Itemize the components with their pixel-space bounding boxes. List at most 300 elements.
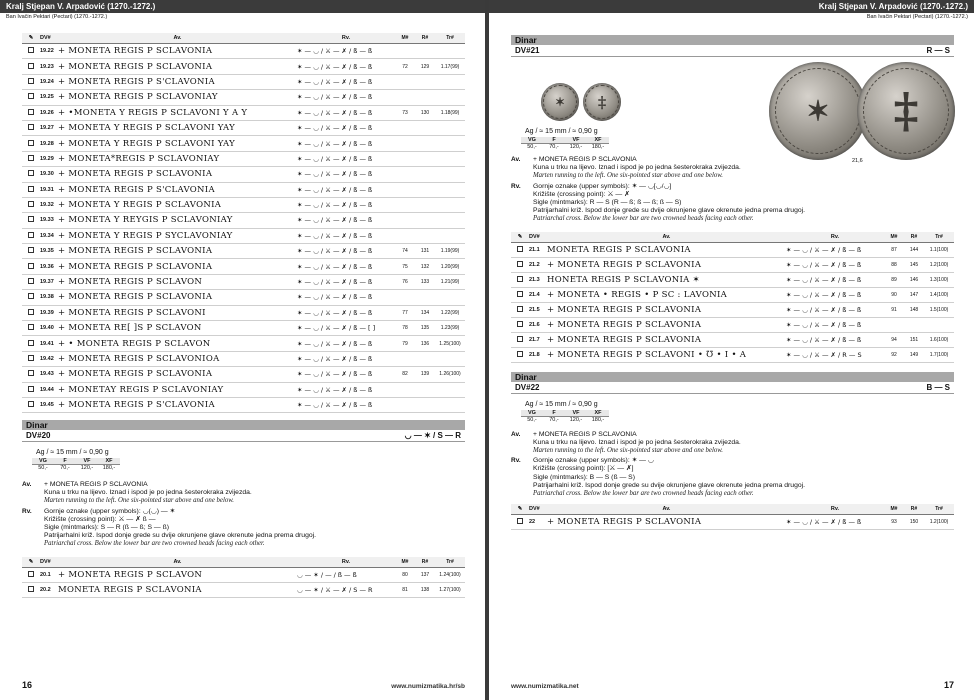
row-r-ref: 146 (909, 276, 919, 283)
row-dv: 20.2 (40, 586, 51, 593)
row-obverse-legend: + MONETA REGIS P S'CLAVONIA (58, 76, 215, 87)
row-r-ref: 132 (420, 263, 430, 270)
col-r: R# (421, 558, 429, 565)
rv-key: Rv. (511, 182, 521, 190)
dv20-section (22, 420, 465, 598)
row-dv: 21.2 (529, 261, 540, 268)
row-dv: 19.39 (40, 309, 54, 316)
collection-checkbox[interactable] (28, 571, 34, 577)
col-r: R# (910, 506, 918, 513)
row-reverse-marks: ✶ — ◡ / ⚔ — ✗ / ß — ß (297, 154, 373, 163)
row-reverse-marks: ✶ — ◡ / ⚔ — ✗ / ß — ß (786, 260, 862, 269)
row-obverse-legend: + MONETA REGIS P SCLAVONI • ℧ • I • A (547, 349, 747, 360)
rv-upper: Gornje oznake (upper symbols): ◡(◡) — ✶ (44, 507, 176, 515)
row-obverse-legend: + MONETA REGIS P SCLAVONIA (58, 261, 213, 272)
collection-checkbox[interactable] (28, 586, 34, 592)
col-m: M# (890, 506, 898, 513)
row-dv: 19.34 (40, 232, 54, 239)
price: 70,- (60, 465, 70, 471)
rv-hr: Patrijarhalni križ. Ispod donje grede su dvije okrunjene glave okrenute jedna prema drugoj. (44, 532, 317, 540)
collection-checkbox[interactable] (28, 324, 34, 330)
row-dv: 19.43 (40, 371, 54, 378)
coin-reverse-large-image: ‡ (857, 62, 955, 160)
row-reverse-marks: ✶ — ◡ / ⚔ — ✗ / ß — [ ] (297, 324, 376, 333)
rv-crossing: Križište (crossing point): ⚔ — ✗ (533, 190, 630, 198)
row-reverse-marks: ✶ — ◡ / ⚔ — ✗ / ß — ß (297, 385, 373, 394)
row-obverse-legend: + MONETA RE[ ]S P SCLAVON (58, 323, 202, 334)
row-r-ref: 137 (420, 571, 430, 578)
price-grades (32, 458, 120, 471)
checkbox-cell (511, 246, 529, 254)
row-dv: 21.6 (529, 321, 540, 328)
row-tr-ref: 1.7(100) (929, 351, 949, 358)
row-m-ref: 73 (402, 109, 408, 116)
col-av: Av. (662, 233, 671, 240)
rv-upper: Gornje oznake (upper symbols): ✶ — ◡ (533, 457, 654, 465)
checkbox-cell (22, 124, 40, 132)
row-tr-ref: 1.24(100) (439, 571, 461, 578)
row-obverse-legend: + MONETA*REGIS P SCLAVONIAY (58, 153, 220, 164)
col-tr: Tr# (935, 233, 943, 240)
row-m-ref: 78 (402, 325, 408, 332)
checkbox-cell (22, 293, 40, 301)
collection-checkbox[interactable] (517, 261, 523, 267)
metal-size-weight: Ag / ≈ 15 mm / ≈ 0,90 g (525, 400, 598, 408)
row-dv: 19.38 (40, 294, 54, 301)
row-dv: 19.42 (40, 356, 54, 362)
collection-checkbox[interactable] (28, 263, 34, 269)
row-m-ref: 79 (402, 340, 408, 347)
col-r: R# (421, 35, 429, 41)
checkbox-cell (22, 278, 40, 286)
header-title: Kralj Stjepan V. Arpadović (1270.-1272.) (6, 2, 156, 11)
row-dv: 22 (529, 519, 536, 526)
row-obverse-legend: + MONETA REGIS P SCLAVONIA (58, 292, 213, 303)
row-m-ref: 89 (891, 276, 897, 283)
collection-checkbox[interactable] (517, 336, 523, 342)
reverse-desc (511, 183, 954, 224)
col-rv: Rv. (341, 558, 351, 565)
table-row (22, 321, 465, 336)
row-r-ref: 133 (420, 279, 430, 286)
collection-checkbox[interactable] (28, 63, 34, 69)
table-row (22, 213, 465, 228)
checkbox-cell (22, 263, 40, 271)
row-tr-ref: 1.22(99) (440, 309, 460, 316)
grade: XF (98, 458, 120, 465)
row-dv: 19.37 (40, 279, 54, 286)
collection-checkbox[interactable] (517, 291, 523, 297)
rv-upper: Gornje oznake (upper symbols): ✶ — ◡[◡/◡] (533, 182, 672, 190)
grade: F (54, 458, 76, 465)
checkbox-cell (22, 63, 40, 71)
row-dv: 21.8 (529, 351, 540, 358)
collection-checkbox[interactable] (28, 355, 34, 361)
price-grades (521, 137, 609, 150)
checkbox-cell (22, 340, 40, 348)
table-row (511, 318, 954, 333)
metal-size-weight: Ag / ≈ 15 mm / ≈ 0,90 g (36, 449, 109, 456)
table-row (22, 152, 465, 167)
row-dv: 19.32 (40, 202, 54, 209)
reverse-desc (511, 457, 954, 498)
checkbox-cell (22, 586, 40, 594)
row-reverse-marks: ✶ — ◡ / ⚔ — ✗ / ß — ß (297, 47, 373, 56)
dv21-section (511, 35, 954, 57)
collection-checkbox[interactable] (28, 293, 34, 299)
av-key: Av. (22, 481, 32, 488)
row-reverse-marks: ✶ — ◡ / ⚔ — ✗ / ß — ß (297, 278, 373, 287)
price: 70,- (549, 144, 559, 150)
table-row (22, 244, 465, 259)
row-reverse-marks: ✶ — ◡ / ⚔ — ✗ / ß — ß (297, 339, 373, 348)
checkbox-cell (22, 186, 40, 194)
collection-checkbox[interactable] (28, 401, 34, 407)
row-obverse-legend: + MONETA REGIS P SCLAVONIA (547, 259, 702, 270)
row-dv: 19.36 (40, 263, 54, 270)
row-tr-ref: 1.23(99) (440, 325, 460, 332)
av-hr: Kuna u trku na lijevo. Iznad i ispod je po jedna šesterokraka zvijezda. (533, 438, 741, 446)
row-r-ref: 138 (420, 586, 430, 593)
row-m-ref: 87 (891, 246, 897, 253)
row-reverse-marks: ✶ — ◡ / ⚔ — ✗ / ß — ß (297, 62, 373, 71)
row-reverse-marks: ✶ — ◡ / ⚔ — ✗ / ß — ß (297, 93, 373, 102)
row-tr-ref: 1.2(100) (929, 261, 949, 268)
grade: F (543, 410, 565, 417)
row-r-ref: 151 (909, 336, 919, 343)
row-obverse-legend: HONETA REGIS P SCLAVONIA ✶ (547, 274, 700, 285)
row-r-ref: 136 (420, 340, 430, 347)
checkbox-cell (22, 216, 40, 224)
collection-checkbox[interactable] (28, 93, 34, 99)
table-row (511, 288, 954, 303)
check-column-icon: ✎ (517, 233, 523, 240)
header-subtitle: Ban Ivačin Pektari (Pectari) (1270.-1272.) (6, 14, 108, 20)
col-tr: Tr# (446, 35, 454, 41)
checkbox-cell (511, 306, 529, 314)
row-m-ref: 72 (402, 63, 408, 70)
row-obverse-legend: + MONETA Y REYGIS P SCLAVONIAY (58, 215, 233, 226)
collection-checkbox[interactable] (28, 170, 34, 176)
dv-title: DV#20 (26, 431, 51, 440)
av-en: Marten running to the left. One six-pointed star above and one below. (533, 172, 723, 180)
row-reverse-marks: ✶ — ◡ / ⚔ — ✗ / ß — ß (297, 216, 373, 225)
row-r-ref: 144 (909, 246, 919, 253)
table-row (511, 333, 954, 348)
checkbox-cell (22, 324, 40, 332)
page-footer (22, 680, 465, 690)
checkbox-cell (22, 401, 40, 409)
collection-checkbox[interactable] (517, 246, 523, 252)
collection-checkbox[interactable] (28, 216, 34, 222)
collection-checkbox[interactable] (517, 321, 523, 327)
row-reverse-marks: ✶ — ◡ / ⚔ — ✗ / R — S (786, 350, 862, 359)
row-m-ref: 88 (891, 261, 897, 268)
table-row (22, 106, 465, 121)
obverse-desc (22, 481, 465, 506)
collection-checkbox[interactable] (28, 47, 34, 53)
row-reverse-marks: ✶ — ◡ / ⚔ — ✗ / ß — ß (297, 401, 373, 410)
checkbox-cell (511, 261, 529, 269)
table-row (22, 275, 465, 290)
av-hr: Kuna u trku na lijevo. Iznad i ispod je po jedna šesterokraka zvijezda. (44, 489, 252, 497)
row-obverse-legend: + MONETAY REGIS P SCLAVONIAY (58, 384, 224, 395)
collection-checkbox[interactable] (28, 232, 34, 238)
table-row (22, 398, 465, 413)
row-obverse-legend: + MONETA REGIS P SCLAVON (58, 569, 203, 580)
obverse-desc (511, 431, 954, 456)
collection-checkbox[interactable] (28, 309, 34, 315)
row-reverse-marks: ✶ — ◡ / ⚔ — ✗ / ß — ß (786, 518, 862, 527)
table-row (22, 44, 465, 59)
rv-en: Patriarchal cross. Below the lower bar are two crowned heads facing each other. (44, 540, 265, 548)
table-row (511, 273, 954, 288)
row-m-ref: 93 (891, 519, 897, 526)
checkbox-cell (22, 571, 40, 579)
table-row (511, 348, 954, 363)
grade: VG (521, 137, 543, 144)
checkbox-cell (511, 351, 529, 359)
price: 180,- (591, 144, 605, 150)
row-tr-ref: 1.19(99) (440, 248, 460, 255)
row-dv: 19.26 (40, 109, 54, 116)
col-tr: Tr# (446, 558, 454, 565)
col-dv: DV# (40, 35, 51, 41)
row-obverse-legend: + MONETA REGIS P SCLAVONIA (58, 369, 213, 380)
rv-key: Rv. (511, 457, 521, 465)
row-obverse-legend: + MONETA REGIS P SCLAVONIA (58, 61, 213, 72)
row-m-ref: 77 (402, 309, 408, 316)
table-row (511, 515, 954, 530)
checkbox-cell (511, 336, 529, 344)
row-dv: 21.4 (529, 291, 540, 298)
av-legend: + MONETA REGIS P SCLAVONIA (533, 156, 637, 163)
check-column-icon: ✎ (28, 35, 34, 41)
table-row (22, 59, 465, 74)
page-header (0, 0, 485, 13)
checkbox-cell (511, 518, 529, 526)
collection-checkbox[interactable] (28, 124, 34, 130)
row-reverse-marks: ✶ — ◡ / ⚔ — ✗ / ß — ß (297, 370, 373, 379)
dv21-details (511, 128, 954, 530)
row-reverse-marks: ✶ — ◡ / ⚔ — ✗ / ß — ß (297, 108, 373, 117)
row-reverse-marks: ✶ — ◡ / ⚔ — ✗ / ß — ß (297, 308, 373, 317)
row-dv: 19.27 (40, 125, 54, 132)
collection-checkbox[interactable] (28, 155, 34, 161)
row-obverse-legend: MONETA REGIS P SCLAVONIA (547, 244, 691, 255)
dv-marks: R — S (926, 46, 950, 55)
grade: XF (587, 137, 609, 144)
table-row (22, 229, 465, 244)
row-r-ref: 145 (909, 261, 919, 268)
row-obverse-legend: + • MONETA REGIS P SCLAVON (58, 338, 211, 349)
collection-checkbox[interactable] (28, 278, 34, 284)
row-dv: 21.5 (529, 306, 540, 313)
checkbox-cell (22, 386, 40, 394)
rv-key: Rv. (22, 507, 32, 515)
checkbox-cell (511, 321, 529, 329)
page-number: 17 (943, 680, 954, 690)
row-dv: 19.29 (40, 155, 54, 162)
rv-mintmarks: Sigle (mintmarks): S — R (ß — ß; S — ß) (44, 524, 169, 532)
collection-checkbox[interactable] (28, 340, 34, 346)
row-tr-ref: 1.1(100) (929, 246, 949, 253)
row-dv: 19.22 (40, 48, 54, 55)
checkbox-cell (22, 109, 40, 117)
row-obverse-legend: + MONETA REGIS P SCLAVONIA (547, 304, 702, 315)
dv-title-row (511, 382, 954, 394)
checkbox-cell (22, 170, 40, 178)
row-reverse-marks: ✶ — ◡ / ⚔ — ✗ / ß — ß (786, 335, 862, 344)
row-r-ref: 129 (420, 63, 430, 70)
row-obverse-legend: + MONETA REGIS P SCLAVONIA (58, 169, 213, 180)
table-row (22, 568, 465, 583)
av-hr: Kuna u trku na lijevo. Iznad i ispod je po jedna šesterokraka zvijezda. (533, 164, 741, 172)
row-obverse-legend: + MONETA Y REGIS P SCLAVONI YAY (58, 123, 235, 134)
table-row (22, 306, 465, 321)
collection-checkbox[interactable] (517, 276, 523, 282)
row-reverse-marks: ✶ — ◡ / ⚔ — ✗ / ß — ß (297, 247, 373, 256)
collection-checkbox[interactable] (28, 386, 34, 392)
col-m: M# (890, 233, 898, 240)
checkbox-cell (22, 232, 40, 240)
row-m-ref: 92 (891, 351, 897, 358)
row-obverse-legend: + MONETA REGIS P SCLAVONIAY (58, 92, 218, 103)
checkbox-cell (511, 291, 529, 299)
rv-en: Patriarchal cross. Below the lower bar are two crowned heads facing each other. (533, 215, 754, 223)
table-row (22, 383, 465, 398)
table-header (511, 232, 954, 243)
col-av: Av. (662, 506, 671, 513)
table-row (22, 75, 465, 90)
coin-obverse-small-image: ✶ (541, 83, 579, 121)
row-dv: 21.1 (529, 246, 540, 253)
row-reverse-marks: ◡ — ✶ / ⚔ — ✗ / S — R (297, 585, 373, 594)
collection-checkbox[interactable] (28, 78, 34, 84)
row-dv: 19.25 (40, 94, 54, 101)
left-page (0, 0, 485, 700)
rv-hr: Patrijarhalni križ. Ispod donje grede su dvije okrunjene glave okrenute jedna prema drugoj. (533, 481, 806, 489)
row-tr-ref: 1.18(99) (440, 109, 460, 116)
table-row (22, 583, 465, 598)
row-m-ref: 94 (891, 336, 897, 343)
dv22-section (511, 372, 954, 531)
checkbox-cell (22, 140, 40, 148)
table-row (22, 167, 465, 182)
checkbox-cell (22, 309, 40, 317)
collection-checkbox[interactable] (28, 201, 34, 207)
row-obverse-legend: + MONETA Y REGIS P SCLAVONIA (58, 200, 222, 211)
price-grades (521, 410, 609, 423)
dv-marks: ◡ — ✶ / S — R (404, 431, 461, 440)
coin-obverse-large-image: ✶ (769, 62, 867, 160)
page-footer (511, 680, 954, 690)
price: 180,- (102, 465, 116, 471)
row-obverse-legend: + MONETA Y REGIS P SCLAVONI YAY (58, 138, 235, 149)
row-m-ref: 81 (402, 586, 408, 593)
row-reverse-marks: ✶ — ◡ / ⚔ — ✗ / ß — ß (297, 170, 373, 179)
checkbox-cell (511, 276, 529, 284)
price: 120,- (569, 416, 583, 423)
footer-url[interactable]: www.numizmatika.net (511, 683, 579, 690)
row-dv: 19.41 (40, 340, 54, 347)
collection-checkbox[interactable] (28, 370, 34, 376)
row-obverse-legend: + MONETA • REGIS • P SC : LAVONIA (547, 289, 728, 300)
checkbox-cell (22, 355, 40, 363)
collection-checkbox[interactable] (28, 247, 34, 253)
av-en: Marten running to the left. One six-pointed star above and one below. (44, 497, 234, 505)
collection-checkbox[interactable] (517, 306, 523, 312)
row-m-ref: 91 (891, 306, 897, 313)
row-obverse-legend: + MONETA REGIS P SCLAVONIA (58, 246, 213, 257)
row-reverse-marks: ✶ — ◡ / ⚔ — ✗ / ß — ß (786, 320, 862, 329)
row-reverse-marks: ✶ — ◡ / ⚔ — ✗ / ß — ß (297, 77, 373, 86)
checkbox-cell (22, 247, 40, 255)
row-obverse-legend: + MONETA REGIS P SCLAVONIA (58, 46, 213, 57)
footer-url[interactable]: www.numizmatika.hr/sb (391, 683, 465, 690)
row-reverse-marks: ✶ — ◡ / ⚔ — ✗ / ß — ß (297, 185, 373, 194)
page-header (489, 0, 974, 13)
table-header (511, 504, 954, 515)
av-key: Av. (511, 430, 521, 438)
row-obverse-legend: + MONETA REGIS P SCLAVONIA (547, 517, 702, 528)
col-r: R# (910, 233, 918, 240)
rv-en: Patriarchal cross. Below the lower bar are two crowned heads facing each other. (533, 490, 754, 498)
row-reverse-marks: ✶ — ◡ / ⚔ — ✗ / ß — ß (786, 275, 862, 284)
row-dv: 19.28 (40, 140, 54, 147)
reverse-desc (22, 508, 465, 549)
row-m-ref: 80 (402, 571, 408, 578)
checkbox-cell (22, 201, 40, 209)
collection-checkbox[interactable] (28, 140, 34, 146)
row-reverse-marks: ✶ — ◡ / ⚔ — ✗ / ß — ß (297, 139, 373, 148)
row-reverse-marks: ◡ — ✶ / — / ß — ß (297, 570, 357, 579)
row-tr-ref: 1.3(100) (929, 276, 949, 283)
section-title: Dinar (511, 35, 954, 45)
row-r-ref: 135 (420, 325, 430, 332)
row-m-ref: 90 (891, 291, 897, 298)
col-dv: DV# (529, 233, 540, 240)
header-title: Kralj Stjepan V. Arpadović (1270.-1272.) (818, 2, 968, 11)
table-row (22, 259, 465, 274)
row-tr-ref: 1.26(100) (439, 371, 461, 378)
table-row (22, 90, 465, 105)
checkbox-cell (22, 47, 40, 55)
row-reverse-marks: ✶ — ◡ / ⚔ — ✗ / ß — ß (297, 293, 373, 302)
checkbox-cell (22, 78, 40, 86)
row-r-ref: 131 (420, 248, 430, 255)
grade: XF (587, 410, 609, 417)
row-dv: 19.44 (40, 386, 54, 393)
av-legend: + MONETA REGIS P SCLAVONIA (44, 481, 148, 488)
row-r-ref: 147 (909, 291, 919, 298)
section-title: Dinar (22, 420, 465, 430)
row-reverse-marks: ✶ — ◡ / ⚔ — ✗ / ß — ß (297, 124, 373, 133)
collection-checkbox[interactable] (28, 109, 34, 115)
row-dv: 19.40 (40, 325, 54, 332)
collection-checkbox[interactable] (517, 351, 523, 357)
collection-checkbox[interactable] (517, 518, 523, 524)
row-tr-ref: 1.21(99) (440, 279, 460, 286)
collection-checkbox[interactable] (28, 186, 34, 192)
row-r-ref: 149 (909, 351, 919, 358)
row-tr-ref: 1.4(100) (929, 291, 949, 298)
table-row (511, 243, 954, 258)
row-obverse-legend: + MONETA REGIS P S'CLAVONIA (58, 184, 215, 195)
rv-mintmarks: Sigle (mintmarks): B — S (ß — S) (533, 473, 635, 481)
variants-table (22, 33, 465, 413)
row-tr-ref: 1.25(100) (439, 340, 461, 347)
